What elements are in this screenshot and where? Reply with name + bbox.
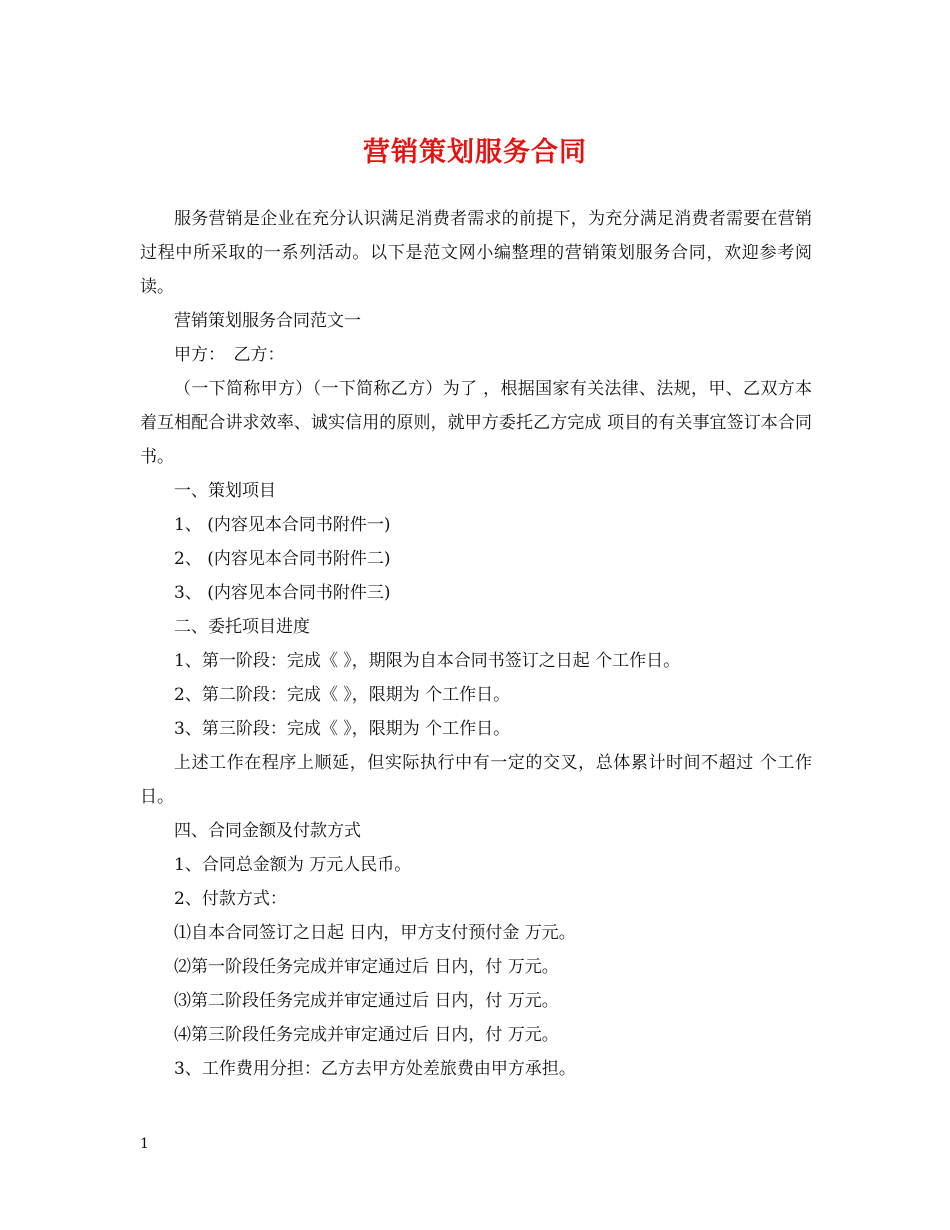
paragraph-payment-3: ⑶第二阶段任务完成并审定通过后 日内，付 万元。 [174, 991, 559, 1011]
paragraph-payment-method: 2、付款方式： [174, 889, 287, 909]
page-number: 1 [140, 1136, 149, 1152]
paragraph-item-3: 3、 (内容见本合同书附件三) [174, 583, 391, 603]
paragraph-payment-4: ⑷第三阶段任务完成并审定通过后 日内，付 万元。 [174, 1025, 559, 1045]
document-body [140, 202, 812, 1086]
section-heading-schedule: 二、委托项目进度 [174, 617, 310, 637]
paragraph-expenses: 3、工作费用分担：乙方去甲方处差旅费由甲方承担。 [174, 1059, 576, 1079]
paragraph-payment-1: ⑴自本合同签订之日起 日内，甲方支付预付金 万元。 [174, 923, 576, 943]
paragraph-item-2: 2、 (内容见本合同书附件二) [174, 549, 391, 569]
paragraph-item-1: 1、 (内容见本合同书附件一) [174, 515, 391, 535]
paragraph-intro: 服务营销是企业在充分认识满足消费者需求的前提下，为充分满足消费者需要在营销过程中所采取的一系列活动。以下是范文网小编整理的营销策划服务合同，欢迎参考阅读。 [140, 209, 812, 297]
paragraph-payment-2: ⑵第一阶段任务完成并审定通过后 日内，付 万元。 [174, 957, 559, 977]
section-heading-payment: 四、合同金额及付款方式 [174, 821, 361, 841]
paragraph-stage-2: 2、第二阶段：完成《 》，限期为 个工作日。 [174, 685, 511, 705]
section-heading-planning-items: 一、策划项目 [174, 481, 276, 501]
paragraph-stage-3: 3、第三阶段：完成《 》，限期为 个工作日。 [174, 719, 511, 739]
paragraph-stage-1: 1、第一阶段：完成《 》，期限为自本合同书签订之日起 个工作日。 [174, 651, 681, 671]
paragraph-sample-heading: 营销策划服务合同范文一 [174, 311, 361, 331]
paragraph-schedule-note: 上述工作在程序上顺延，但实际执行中有一定的交叉，总体累计时间不超过 个工作日。 [140, 753, 812, 807]
paragraph-parties: 甲方： 乙方： [174, 345, 285, 365]
document-title: 营销策划服务合同 [363, 137, 587, 168]
paragraph-preamble: （一下简称甲方）（一下简称乙方）为了 ，根据国家有关法律、法规，甲、乙双方本着互相配合讲求效率、诚实信用的原则，就甲方委托乙方完成 项目的有关事宜签订本合同书。 [140, 379, 812, 467]
paragraph-total-amount: 1、合同总金额为 万元人民币。 [174, 855, 412, 875]
